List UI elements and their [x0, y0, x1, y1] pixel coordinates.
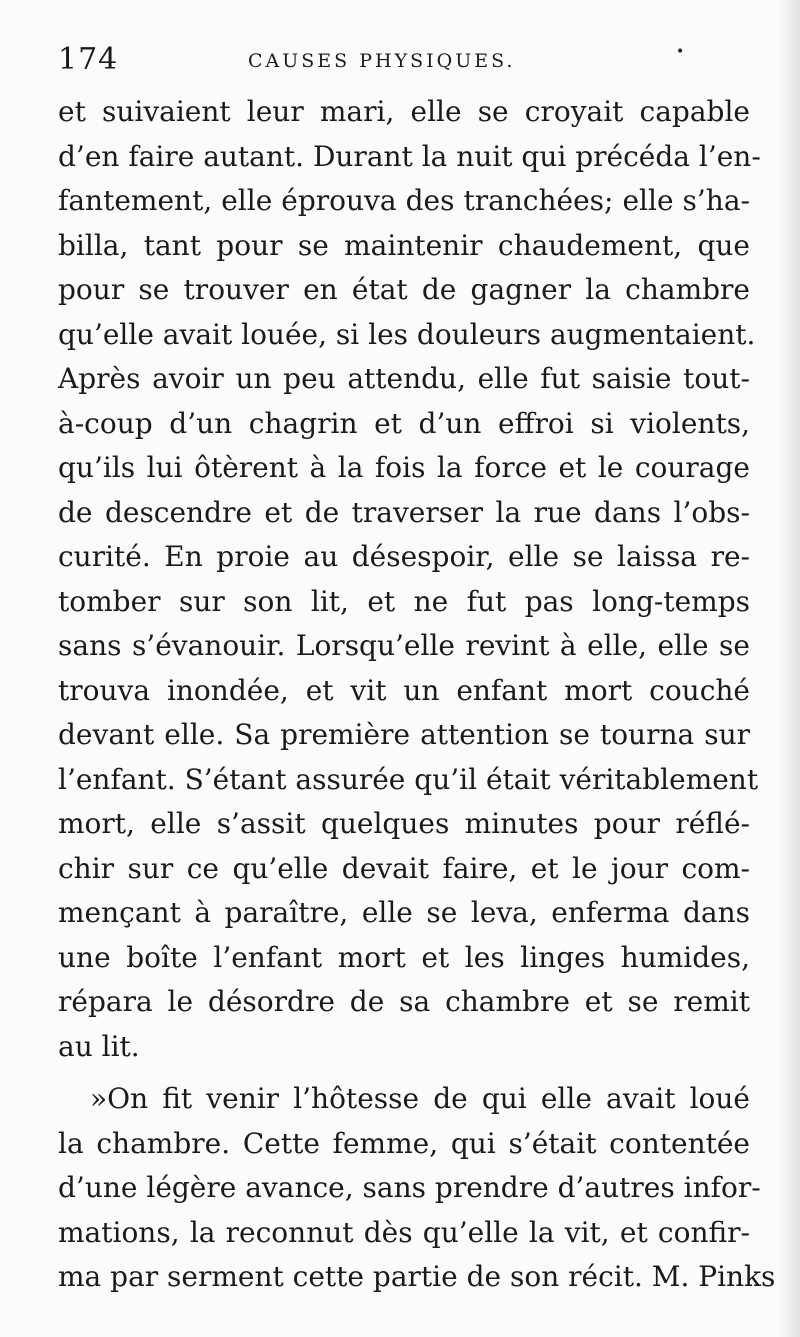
paragraph-2 — [58, 1077, 776, 1300]
text-line: d’une légère avance, sans prendre d’autres infor- — [58, 1171, 761, 1204]
text-line: la chambre. Cette femme, qui s’était contentée — [58, 1126, 750, 1160]
page-edge-shadow — [778, 0, 800, 1337]
paragraph-gap — [58, 1069, 750, 1077]
page-number: 174 — [58, 42, 119, 77]
text-line: fantement, elle éprouva des tranchées; elle s’ha- — [58, 184, 750, 217]
text-line: billa, tant pour se maintenir chaudement, que — [58, 228, 750, 262]
text-line: pour se trouver en état de gagner la chambre — [58, 273, 750, 306]
text-line: à-coup d’un chagrin et d’un effroi si violents, — [58, 406, 750, 440]
page-header — [58, 40, 748, 80]
text-line: trouva inondée, et vit un enfant mort couché — [58, 673, 750, 707]
text-line: curité. En proie au désespoir, elle se laissa re- — [58, 540, 750, 573]
text-line: une boîte l’enfant mort et les linges humides, — [58, 940, 750, 974]
text-line: »On fit venir l’hôtesse de qui elle avait loué — [90, 1082, 750, 1115]
text-line: l’enfant. S’étant assurée qu’il était véritablement — [58, 762, 759, 796]
text-line: qu’elle avait louée, si les douleurs augmentaient. — [58, 317, 756, 351]
text-line: sans s’évanouir. Lorsqu’elle revint à elle, elle se — [58, 629, 750, 662]
text-line: tomber sur son lit, et ne fut pas long-temps — [58, 584, 750, 618]
text-line: mations, la reconnut dès qu’elle la vit, et confir- — [58, 1215, 750, 1249]
paragraph-1 — [58, 90, 761, 1069]
text-line: d’en faire autant. Durant la nuit qui précéda l’en- — [58, 139, 761, 173]
text-line: répara le désordre de sa chambre et se remit — [58, 985, 750, 1018]
text-line: chir sur ce qu’elle devait faire, et le jour com- — [58, 851, 750, 885]
text-line: mort, elle s’assit quelques minutes pour réflé- — [58, 807, 750, 840]
text-line: et suivaient leur mari, elle se croyait capable — [58, 95, 750, 128]
body-text — [58, 90, 776, 1300]
text-line: qu’ils lui ôtèrent à la fois la force et le courage — [58, 451, 750, 484]
text-line: de descendre et de traverser la rue dans l’obs- — [58, 495, 750, 529]
running-head: CAUSES PHYSIQUES. — [248, 50, 516, 72]
text-line: Après avoir un peu attendu, elle fut saisie tout- — [58, 362, 750, 395]
text-line: devant elle. Sa première attention se tourna sur — [58, 718, 750, 751]
text-line: ma par serment cette partie de son récit. M. Pinks — [58, 1260, 776, 1293]
text-line: mençant à paraître, elle se leva, enferma dans — [58, 896, 750, 929]
text-line: au lit. — [58, 1029, 140, 1063]
header-mark: • — [676, 44, 685, 60]
